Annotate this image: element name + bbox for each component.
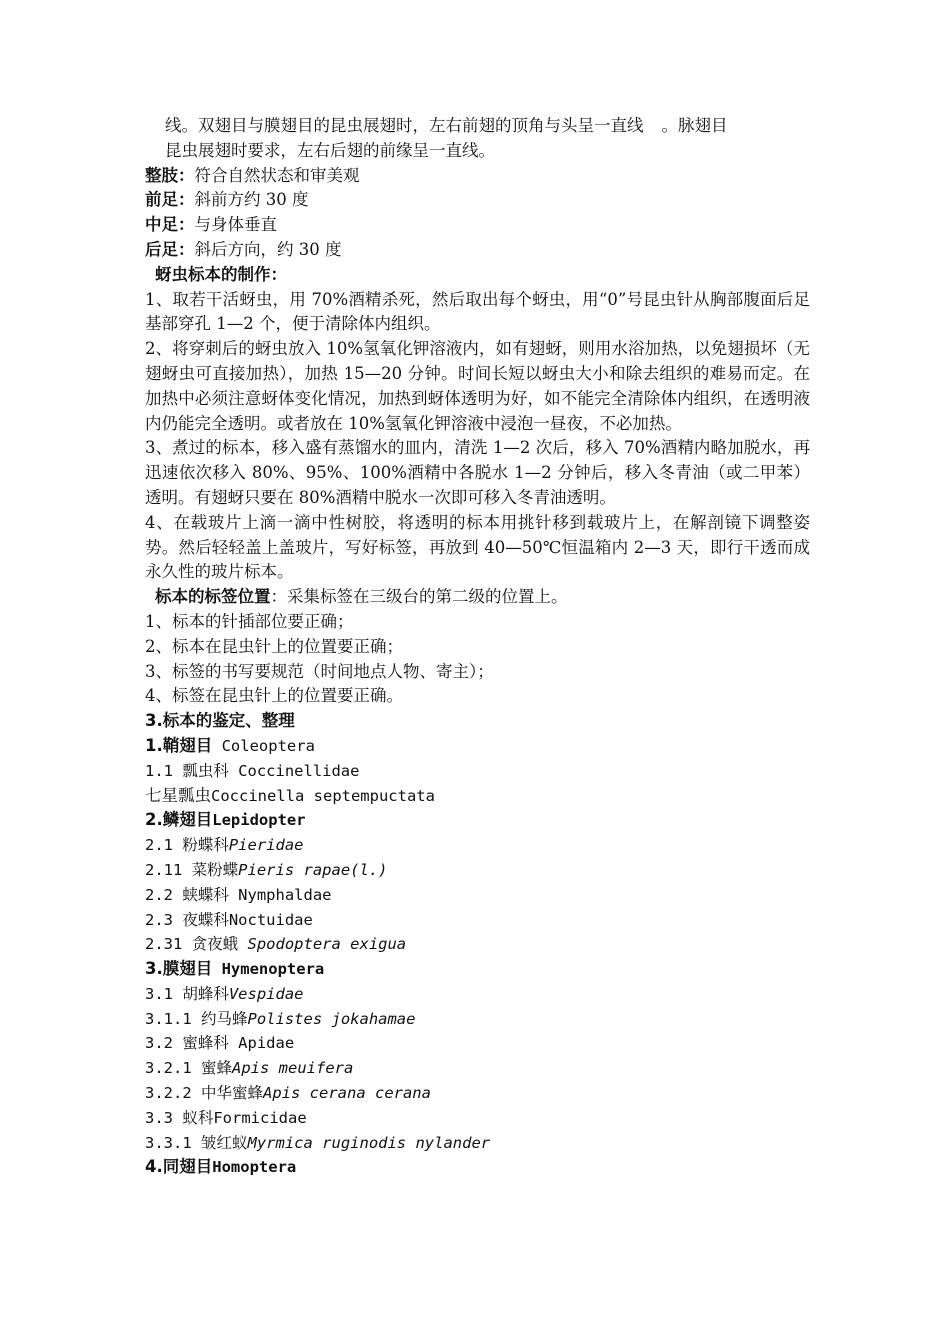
- taxon-entry: 七星瓢虫Coccinella septempuctata: [145, 785, 435, 805]
- taxon-entry: 2.1 粉蝶科Pieridae: [145, 836, 304, 855]
- identification-heading: 3.标本的鉴定、整理: [145, 711, 295, 731]
- label-position-item: 2、标本在昆虫针上的位置要正确；: [145, 636, 403, 656]
- intro-line-1: 线。双翅目与膜翅目的昆虫展翅时，左右前翅的顶角与头呈一直线 。脉翅目: [165, 116, 728, 135]
- taxon-entry: 1.1 瓢虫科 Coccinellidae: [145, 761, 360, 780]
- document-body: [145, 114, 810, 1180]
- leg-item-hind: 后足：斜后方向，约 30 度: [145, 239, 342, 259]
- taxon-entry: 2.31 贪夜蛾 Spodoptera exigua: [145, 935, 407, 954]
- aphid-step-4: 4、在载玻片上滴一滴中性树胶，将透明的标本用挑针移到载玻片上，在解剖镜下调整姿势。然后轻轻盖上盖玻片，写好标签，再放到 40—50℃恒温箱内 2—3 天，即行干透而成永久性的玻片标本。: [145, 512, 810, 582]
- aphid-step-2: 2、将穿刺后的蚜虫放入 10%氢氧化钾溶液内，如有翅蚜，则用水浴加热，以免翅损坏（无翅蚜虫可直接加热），加热 15—20 分钟。时间长短以蚜虫大小和除去组织的难易而定。在加热中必须注意蚜体变化情况，加热到蚜体透明为好，如不能完全清除体内组织，在透明液内仍能完全透明。或者放在 10%氢氧化钾溶液中浸泡一昼夜，不必加热。: [145, 339, 810, 433]
- label-position-heading: 标本的标签位置：采集标签在三级台的第二级的位置上。: [155, 587, 568, 607]
- aphid-step-1: 1、取若干活蚜虫，用 70%酒精杀死，然后取出每个蚜虫，用“0”号昆虫针从胸部腹面后足基部穿孔 1—2 个，便于清除体内组织。: [145, 289, 810, 334]
- taxon-entry: 3.3 蚁科Formicidae: [145, 1108, 307, 1127]
- label-position-item: 1、标本的针插部位要正确；: [145, 611, 354, 631]
- taxon-entry: 3.1 胡蜂科Vespidae: [145, 984, 304, 1003]
- intro-paragraph: [145, 114, 810, 164]
- taxon-entry: 3.3.1 皱红蚁Myrmica ruginodis nylander: [145, 1133, 491, 1152]
- order-heading: 2.鳞翅目Lepidopter: [145, 810, 306, 830]
- taxon-entry: 2.3 夜蝶科Noctuidae: [145, 910, 313, 929]
- label-position-item: 3、标签的书写要规范（时间地点人物、寄主）；: [145, 661, 494, 681]
- taxon-entry: 3.1.1 约马蜂Polistes jokahamae: [145, 1009, 416, 1028]
- aphid-heading: 蚜虫标本的制作：: [155, 264, 287, 284]
- taxon-entry: 3.2.2 中华蜜蜂Apis cerana cerana: [145, 1084, 431, 1103]
- leg-item-middle: 中足：与身体垂直: [145, 215, 277, 235]
- label-position-item: 4、标签在昆虫针上的位置要正确。: [145, 686, 403, 706]
- taxon-entry: 3.2.1 蜜蜂Apis meuifera: [145, 1059, 354, 1078]
- order-heading: 3.膜翅目 Hymenoptera: [145, 959, 325, 979]
- aphid-step-3: 3、煮过的标本，移入盛有蒸馏水的皿内，清洗 1—2 次后，移入 70%酒精内略加脱水，再迅速依次移入 80%、95%、100%酒精中各脱水 1—2 分钟后，移入冬青油（或二甲苯）透明。有翅蚜只要在 80%酒精中脱水一次即可移入冬青油透明。: [145, 438, 810, 507]
- leg-item-whole: 整肢：符合自然状态和审美观: [145, 165, 360, 185]
- leg-item-front: 前足：斜前方约 30 度: [145, 190, 309, 210]
- taxon-entry: 2.11 菜粉蝶Pieris rapae(l.): [145, 860, 388, 879]
- order-heading: 1.鞘翅目 Coleoptera: [145, 735, 315, 755]
- intro-line-2: 昆虫展翅时要求，左右后翅的前缘呈一直线。: [165, 140, 495, 160]
- taxon-entry: 2.2 蛱蝶科 Nymphaldae: [145, 885, 332, 904]
- taxon-entry: 3.2 蜜蜂科 Apidae: [145, 1034, 295, 1053]
- order-heading: 4.同翅目Homoptera: [145, 1157, 297, 1177]
